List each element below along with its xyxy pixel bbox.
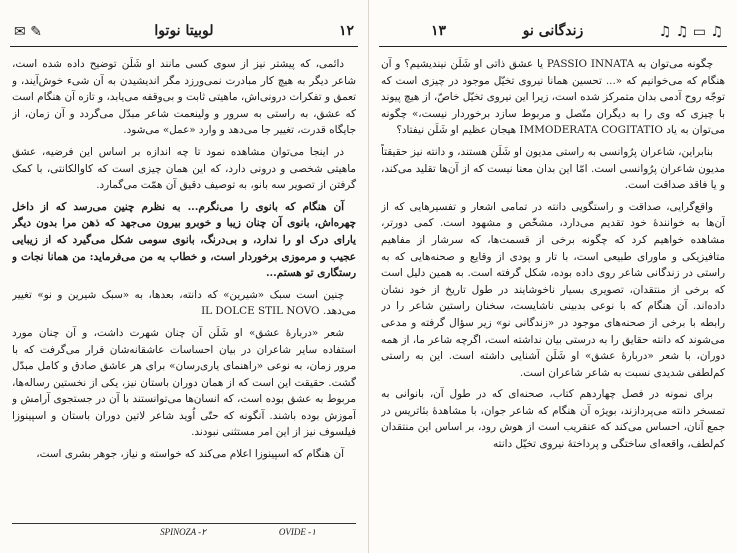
- page-number: ۱۲: [338, 23, 354, 39]
- envelope-icon: ✉: [14, 24, 26, 40]
- running-title: لوبیتا نوتوا: [154, 23, 214, 39]
- footnote: OVIDE -۱: [278, 527, 316, 537]
- page-header: [379, 20, 727, 47]
- left-page: [0, 0, 368, 553]
- page-body: [12, 56, 356, 519]
- bell-icon: ♫: [675, 24, 689, 40]
- bell-icon: ♫: [658, 24, 672, 40]
- bell-icon: ♫: [710, 24, 723, 40]
- paragraph: بنابراین، شاعران پرُوانسی به راستی مدیون او شَلَن هستند، و دانته نیز حقیقتاً مدیون شاعران پرُوانسی است. امّا این بدان معنا نیست که از آن‌ها تقلید می‌کند، و یا فاقد صداقت است.: [381, 145, 725, 192]
- paragraph: شعر «درباره‌ٔ عشق» او شَلَن آن چنان شهرت داشت، و آن چنان مورد استفاده سایر شاعران در بیان احساسات عاشقانه‌شان قرار می‌گرفت که با مرور زمان، به نوعی «راهنمای یاری‌رسان» برای هر عاشق صادق و کامل مبدّل گشت. حقیقت این است که از همان دوران باستان نیز، یکی از نخستین رساله‌ها، مربوط به عشق بوده است، که انسان‌ها می‌توانستند با آن در جستجوی آرامش و آموزش بوده باشند. آنگونه که حتّی اُوید شاعر لاتین دوران باستان و اسپینوزا فیلسوف نیز از این امر مستثنی نبودند.: [12, 326, 356, 439]
- paragraph: چگونه می‌توان به PASSIO INNATA یا عشق ذاتی او شَلَن نیندیشیم؟ و آن هنگام که می‌خوانیم که «... تحسین همانا نیروی تخیّل موجود در چیزی است که توجّه روح آدمی بدان متمرکز شده است، زیرا این نیروی تخیّل خاصّ، از هیچ پیوند با چیزی که وی را به دیگران متّصل و مربوط سازد برخوردار نیست،» چگونه می‌توان به یاد IMMODERATA COGITATIO هیجان عظیم او شَلَن نیفتاد؟: [381, 58, 725, 137]
- right-page: [369, 0, 737, 553]
- paragraph: برای نمونه در فصل چهاردهم کتاب، صحنه‌ای که در طول آن، بانوانی به تمسخر دانته می‌پردازند، بویژه آن هنگام که شاعر جوان، با مشاهدهٔ بئاتریس در جمع آنان، احساس می‌کند که عنقریب است از هوش رود، بر اساس این منتقدان کم‌لطف، واقعه‌ای ساختگی و پرداختهٔ نیروی تخیّل دانته: [381, 388, 725, 451]
- running-title: زندگانی نو: [522, 23, 584, 39]
- paragraph: واقع‌گرایی، صداقت و راستگویی دانته در تمامی اشعار و تفسیرهایی که از آن‌ها به خواننده‌ٔ خود تقدیم می‌دارد، مشخّص و مشهود است. کمی دورتر، مشاهده خواهیم کرد که چگونه برخی از قسمت‌ها، که سرشار از مفاهیم متافیزیکی و ماورای طبیعی است، با تار و پودی از وقایع و صحنه‌هایی که به راستی در زندگانی شاعر روی داده بوده، شکل گرفته است. به همین دلیل است که برخی از منتقدان، تصویری بسیار ناخوشایند در طول تاریخ از خود نشان داده‌اند. آن هنگام که با نوعی بدبینی ناشایست، سخنان راستین شاعر را در رابطه با برخی از صحنه‌های موجود در «زندگانی نو» زیر سؤال گرفته و مدعی می‌شوند که دانته حقایق را به درستی بیان نداشته است، اگرچه شاعر ما، از همه دوران، با شعر «درباره‌ٔ عشق» او شَلَن آشنایی داشته است. این به راستی کم‌لطفی شدیدی نسبت به شاعر شاعران است.: [381, 200, 725, 379]
- quote-paragraph: آن هنگام که بانوی را می‌نگرم... به نظرم چنین می‌رسد که از داخل چهره‌اش، بانوی آن چنان زیبا و خوبرو بیرون می‌جهد که ذهن مرا بدون دیگر یارای درک او را ندارد، و بی‌درنگ، بانوی سومی شکل می‌گیرد که از زیبایی عجیب و مرموزی برخوردار است، و خطاب به من می‌فرماید: من همانا نجات و رستگاری تو هستم...: [12, 200, 356, 280]
- stamp-icon: ✎: [30, 24, 42, 40]
- paragraph: چنین است سبک «شیرین» که دانته، بعدها، به «سبک شیرین و نو» تغییر می‌دهد. IL DOLCE STIL NOVO: [12, 288, 356, 318]
- paragraph: دائمی، که پیشتر نیز از سوی کسی مانند او شَلَن توضیح داده شده است، شاعر دیگر به هیچ کار مبادرت نمی‌ورزد مگر اندیشیدن به آن شیء خوش‌آیند، و تعمق و تفکرات درونی‌اش، ماهیتی ثابت و بی‌وقفه می‌یابد، و تازه آن هنگام است که عشق، به راستی به سرور و ولینعمت شاعر مبدّل می‌گردد و آن زمان، از جایگاه قدرت، تغییر جا می‌دهد و وارد «عمل» می‌شود.: [12, 58, 356, 137]
- footnote: SPINOZA -۲: [160, 527, 206, 537]
- book-icon: ▭: [692, 24, 706, 40]
- paragraph: آن هنگام که اسپینوزا اعلام می‌کند که خواسته و نیاز، جوهر بشری است،: [36, 448, 344, 461]
- page-body: [381, 56, 725, 519]
- page-header: [10, 20, 358, 47]
- footnotes: [12, 523, 356, 541]
- paragraph: در اینجا می‌توان مشاهده نمود تا چه اندازه بر اساس این فرضیه، عشق ماهیتی شخصی و درونی دارد، که این همان چیزی است که کاوالکانتی، با کمک گرفتن از تصویر سه بانو، به توصیف دقیق آن همّت می‌گمارد.: [12, 145, 356, 192]
- page-number: ۱۳: [431, 23, 447, 39]
